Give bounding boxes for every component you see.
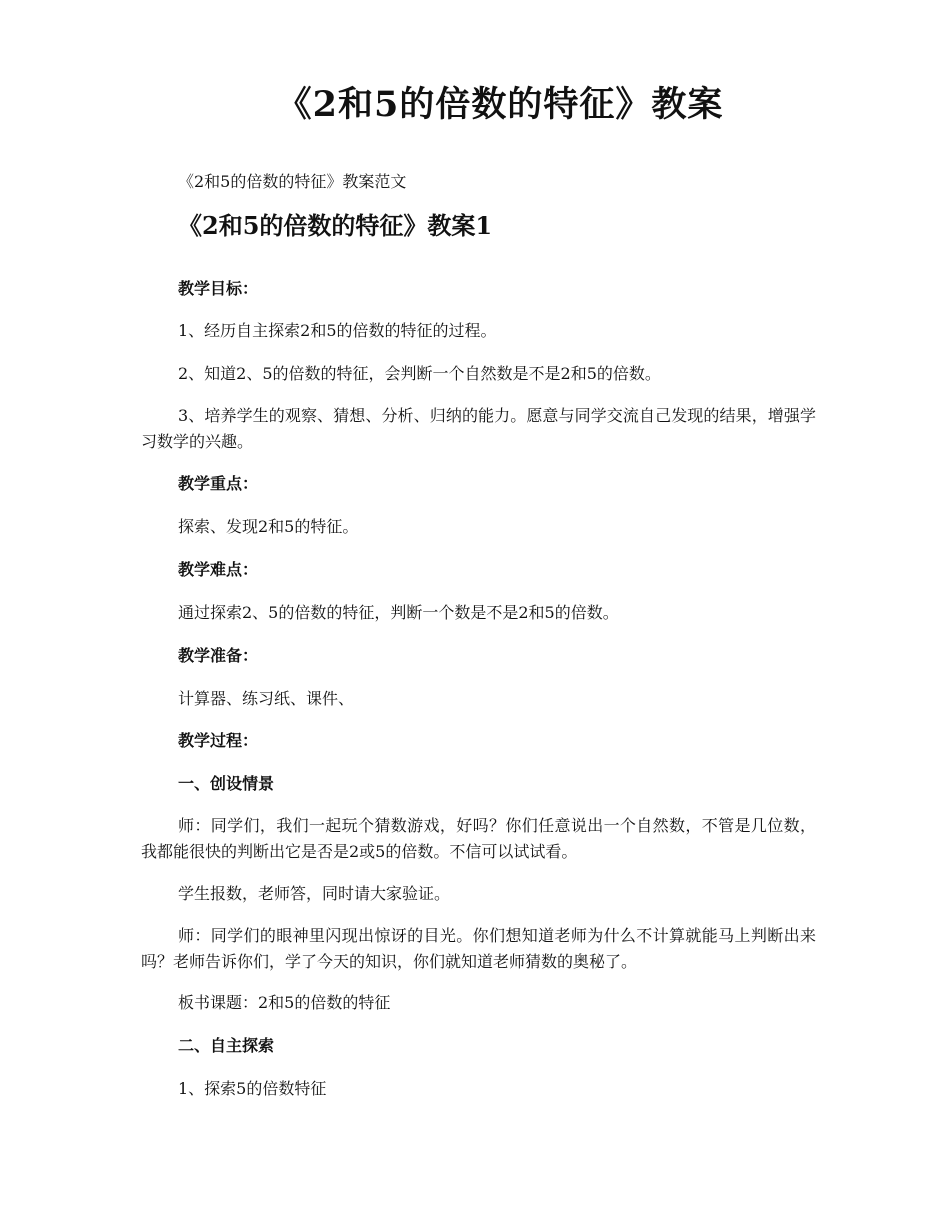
board-topic-text: 板书课题：2和5的倍数的特征 bbox=[178, 993, 391, 1012]
heading-key-points: 教学重点： bbox=[178, 474, 259, 493]
heading-preparation: 教学准备： bbox=[178, 646, 259, 665]
heading-self-exploration: 二、自主探索 bbox=[178, 1036, 275, 1055]
document-subtitle: 《2和5的倍数的特征》教案范文 bbox=[178, 172, 407, 191]
heading-difficulties: 教学难点： bbox=[178, 560, 259, 579]
teacher-intro-paragraph: 师：同学们，我们一起玩个猜数游戏，好吗？你们任意说出一个自然数，不管是几位数，我都能很快的判断出它是否是2或5的倍数。不信可以试试看。 bbox=[141, 816, 816, 861]
heading-process: 教学过程： bbox=[178, 731, 259, 750]
preparation-text: 计算器、练习纸、课件、 bbox=[178, 689, 355, 708]
student-activity-text: 学生报数，老师答，同时请大家验证。 bbox=[178, 884, 451, 903]
document-title: 《2和5的倍数的特征》教案 bbox=[276, 84, 724, 125]
section-title: 《2和5的倍数的特征》教案1 bbox=[178, 211, 493, 240]
goal-item-3: 3、培养学生的观察、猜想、分析、归纳的能力。愿意与同学交流自己发现的结果，增强学习数学的兴趣。 bbox=[141, 406, 816, 451]
key-points-text: 探索、发现2和5的特征。 bbox=[178, 517, 359, 536]
teacher-followup-paragraph: 师：同学们的眼神里闪现出惊讶的目光。你们想知道老师为什么不计算就能马上判断出来吗？老师告诉你们，学了今天的知识，你们就知道老师猜数的奥秘了。 bbox=[141, 926, 816, 971]
explore-item-1: 1、探索5的倍数特征 bbox=[178, 1079, 327, 1098]
heading-create-scene: 一、创设情景 bbox=[178, 774, 275, 793]
goal-item-2: 2、知道2、5的倍数的特征，会判断一个自然数是不是2和5的倍数。 bbox=[178, 364, 661, 383]
heading-teaching-goals: 教学目标： bbox=[178, 279, 259, 298]
difficulties-text: 通过探索2、5的倍数的特征，判断一个数是不是2和5的倍数。 bbox=[178, 603, 619, 622]
goal-item-1: 1、经历自主探索2和5的倍数的特征的过程。 bbox=[178, 321, 497, 340]
